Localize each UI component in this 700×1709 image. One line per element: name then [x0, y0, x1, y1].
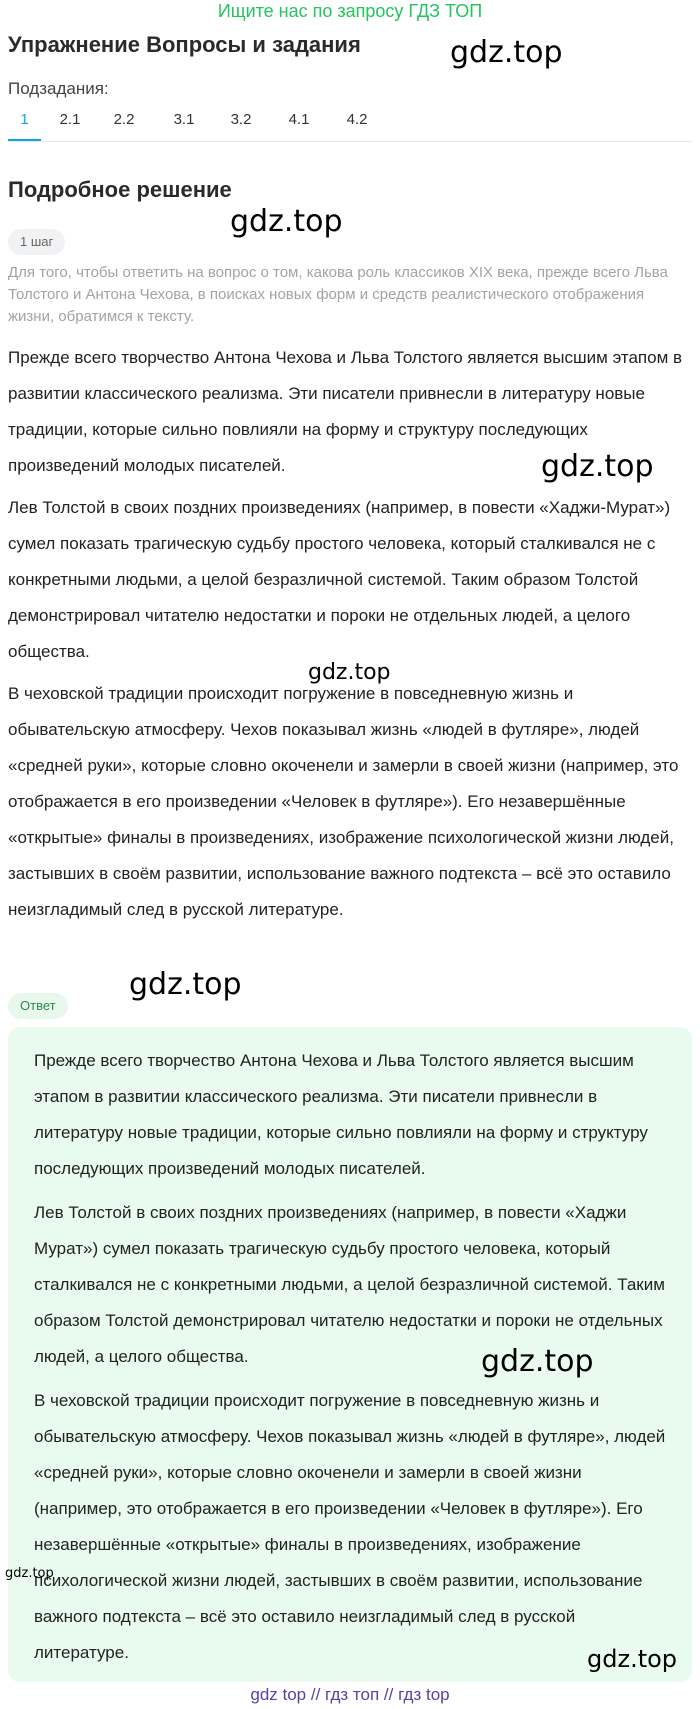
solution-body [8, 340, 692, 934]
tab-3-2[interactable]: 3.2 [230, 111, 252, 128]
answer-paragraph: Лев Толстой в своих поздних произведениях (например, в повести «Хаджи Мурат») сумел показать трагическую судьбу простого человека, который сталкивался не с конкретными людьми, а целой безразличной системой. Таким образом Толстой демонстрировал читателю недостатки и пороки не отдельных людей, а целого общества. [34, 1203, 665, 1366]
watermark: gdz.top [541, 449, 654, 484]
watermark: gdz.top [308, 660, 391, 685]
step-badge: 1 шаг [8, 229, 65, 255]
footer-link[interactable]: gdz top [250, 1685, 307, 1704]
footer-links [0, 1684, 700, 1706]
tab-4-1[interactable]: 4.1 [288, 111, 310, 128]
tab-1[interactable]: 1 [8, 108, 41, 141]
watermark: gdz.top [129, 967, 242, 1002]
tab-4-2[interactable]: 4.2 [346, 111, 368, 128]
footer-link[interactable]: гдз top [398, 1685, 450, 1704]
watermark: gdz.top [5, 1566, 54, 1581]
subtask-tabs [8, 108, 692, 142]
solution-paragraph: Лев Толстой в своих поздних произведениях (например, в повести «Хаджи-Мурат») сумел показать трагическую судьбу простого человека, который сталкивался не с конкретными людьми, а целой безразличной системой. Таким образом Толстой демонстрировал читателю недостатки и пороки не отдельных людей, а целого общества. [8, 498, 671, 661]
answer-paragraph: В чеховской традиции происходит погружение в повседневную жизнь и обывательскую атмосферу. Чехов показывал жизнь «людей в футляре», людей «средней руки», которые словно окоченели и замерли в своей жизни (например, это отображается в его произведении «Человек в футляре»). Его незавершённые «открытые» финалы в произведениях, изображение психологической жизни людей, застывших в своём развитии, использование важного подтекста – всё это оставило неизгладимый след в русской литературе. [34, 1391, 666, 1662]
solution-paragraph: Прежде всего творчество Антона Чехова и Льва Толстого является высшим этапом в развитии классического реализма. Эти писатели привнесли в литературу новые традиции, которые сильно повлияли на форму и структуру последующих произведений молодых писателей. [8, 348, 683, 475]
tab-3-1[interactable]: 3.1 [173, 111, 195, 128]
search-banner: Ищите нас по запросу ГДЗ ТОП [217, 1, 483, 21]
solution-title: Подробное решение [8, 177, 232, 202]
footer-separator: // [383, 1685, 399, 1704]
tab-2-2[interactable]: 2.2 [113, 111, 135, 128]
watermark: gdz.top [230, 204, 343, 239]
tab-2-1[interactable]: 2.1 [59, 111, 81, 128]
watermark: gdz.top [587, 1645, 678, 1673]
watermark: gdz.top [481, 1344, 594, 1379]
watermark: gdz.top [450, 35, 563, 70]
footer-link[interactable]: гдз топ [325, 1685, 380, 1704]
answer-badge: Ответ [8, 993, 68, 1019]
subtasks-label: Подзадания: [8, 79, 109, 98]
solution-intro: Для того, чтобы ответить на вопрос о том, какова роль классиков XIX века, прежде всего Льва Толстого и Антона Чехова, в поисках новых форм и средств реалистического отображения жизни, обратимся к тексту. [8, 264, 668, 325]
solution-paragraph: В чеховской традиции происходит погружение в повседневную жизнь и обывательскую атмосферу. Чехов показывал жизнь «людей в футляре», людей «средней руки», которые словно окоченели и замерли в своей жизни (например, это отображается в его произведении «Человек в футляре»). Его незавершённые «открытые» финалы в произведениях, изображение психологической жизни людей, застывших в своём развитии, использование важного подтекста – всё это оставило неизгладимый след в русской литературе. [8, 684, 679, 919]
answer-paragraph: Прежде всего творчество Антона Чехова и Льва Толстого является высшим этапом в развитии классического реализма. Эти писатели привнесли в литературу новые традиции, которые сильно повлияли на форму и структуру последующих произведений молодых писателей. [34, 1051, 648, 1178]
page-title: Упражнение Вопросы и задания [8, 32, 361, 57]
footer-separator: // [310, 1685, 326, 1704]
